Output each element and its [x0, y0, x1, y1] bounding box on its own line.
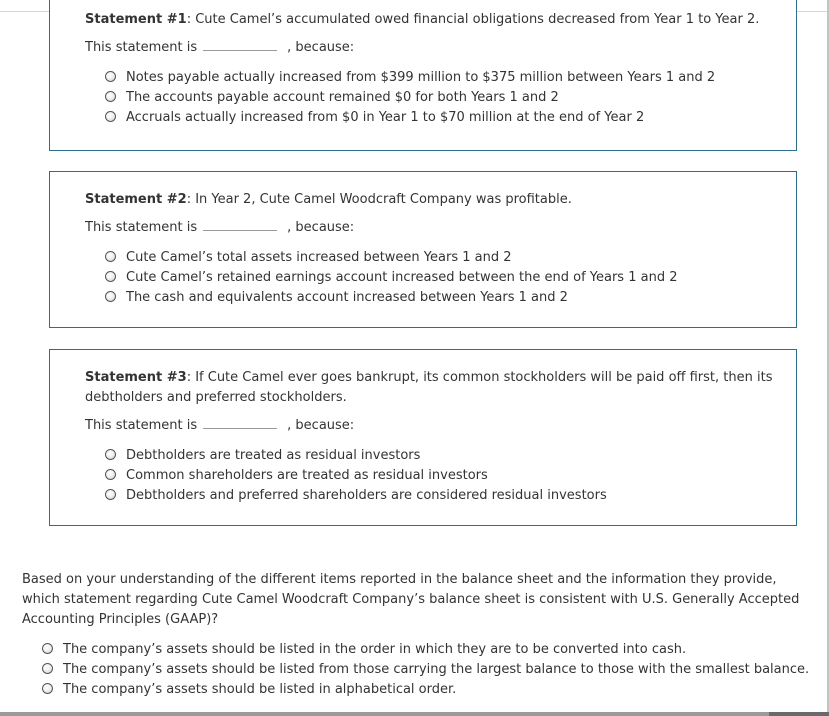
statement-3-text: [85, 368, 775, 408]
statement-2-prompt: [85, 218, 354, 238]
statement-1-because: , because:: [287, 40, 355, 55]
statement-2-text: [85, 190, 775, 210]
statement-2-option-1[interactable]: [105, 248, 512, 268]
radio-button[interactable]: [105, 489, 116, 500]
radio-button[interactable]: [105, 469, 116, 480]
gaap-option-1[interactable]: [42, 640, 686, 660]
option-label: Accruals actually increased from $0 in Year 1 to $70 million at the end of Year 2: [126, 110, 645, 125]
gaap-question-text: Based on your understanding of the different items reported in the balance sheet and the information they provide, which statement regarding Cute Camel Woodcraft Company’s balance sheet is consistent with U.S. Generally Accepted Accounting Principles (GAAP)?: [22, 572, 800, 627]
statement-3-prompt: [85, 416, 354, 436]
statement-3-body: : If Cute Camel ever goes bankrupt, its common stockholders will be paid off first, then its debtholders and preferred stockholders.: [85, 370, 773, 405]
statement-2-prompt-label: This statement is: [85, 220, 198, 235]
statement-3-box: [49, 349, 797, 526]
statement-1-option-2[interactable]: [105, 88, 559, 108]
gaap-option-2[interactable]: [42, 660, 809, 680]
statement-2-option-3[interactable]: [105, 288, 568, 308]
option-label: Notes payable actually increased from $399 million to $375 million between Years 1 and 2: [126, 70, 716, 85]
statement-2-body: : In Year 2, Cute Camel Woodcraft Company was profitable.: [186, 192, 572, 207]
option-label: The company’s assets should be listed from those carrying the largest balance to those with the smallest balance.: [63, 662, 810, 677]
radio-button[interactable]: [105, 111, 116, 122]
radio-button[interactable]: [42, 663, 53, 674]
gaap-option-3[interactable]: [42, 680, 456, 700]
radio-button[interactable]: [105, 71, 116, 82]
statement-1-box: [49, 0, 797, 151]
statement-3-option-2[interactable]: [105, 466, 488, 486]
statement-2-option-2[interactable]: [105, 268, 677, 288]
statement-3-label: Statement #3: [85, 370, 187, 385]
statement-1-body: : Cute Camel’s accumulated owed financial obligations decreased from Year 1 to Year 2.: [186, 12, 760, 27]
statement-1-label: Statement #1: [85, 12, 187, 27]
statement-2-answer-dropdown[interactable]: [203, 218, 277, 231]
statement-3-option-3[interactable]: [105, 486, 607, 506]
scrollbar-thumb[interactable]: [769, 712, 829, 716]
radio-button[interactable]: [42, 643, 53, 654]
statement-1-answer-dropdown[interactable]: [203, 38, 277, 51]
statement-1-option-3[interactable]: [105, 108, 644, 128]
radio-button[interactable]: [105, 271, 116, 282]
option-label: The company’s assets should be listed in alphabetical order.: [63, 682, 457, 697]
option-label: Cute Camel’s retained earnings account increased between the end of Years 1 and 2: [126, 270, 678, 285]
statement-2-because: , because:: [287, 220, 355, 235]
statement-3-option-1[interactable]: [105, 446, 420, 466]
radio-button[interactable]: [105, 91, 116, 102]
statement-2-label: Statement #2: [85, 192, 187, 207]
option-label: Debtholders are treated as residual investors: [126, 448, 421, 463]
statement-1-prompt-label: This statement is: [85, 40, 198, 55]
radio-button[interactable]: [105, 449, 116, 460]
statement-3-answer-dropdown[interactable]: [203, 416, 277, 429]
radio-button[interactable]: [42, 683, 53, 694]
option-label: Common shareholders are treated as residual investors: [126, 468, 488, 483]
option-label: The accounts payable account remained $0 for both Years 1 and 2: [126, 90, 559, 105]
statement-1-text: [85, 10, 775, 30]
statement-2-box: [49, 171, 797, 328]
statement-1-prompt: [85, 38, 354, 58]
statement-3-prompt-label: This statement is: [85, 418, 198, 433]
radio-button[interactable]: [105, 251, 116, 262]
option-label: The company’s assets should be listed in the order in which they are to be converted into cash.: [63, 642, 687, 657]
option-label: Debtholders and preferred shareholders are considered residual investors: [126, 488, 607, 503]
option-label: The cash and equivalents account increased between Years 1 and 2: [126, 290, 568, 305]
statement-1-option-1[interactable]: [105, 68, 715, 88]
window-bottom-scrollbar[interactable]: [0, 712, 829, 716]
statement-3-because: , because:: [287, 418, 355, 433]
option-label: Cute Camel’s total assets increased between Years 1 and 2: [126, 250, 512, 265]
radio-button[interactable]: [105, 291, 116, 302]
